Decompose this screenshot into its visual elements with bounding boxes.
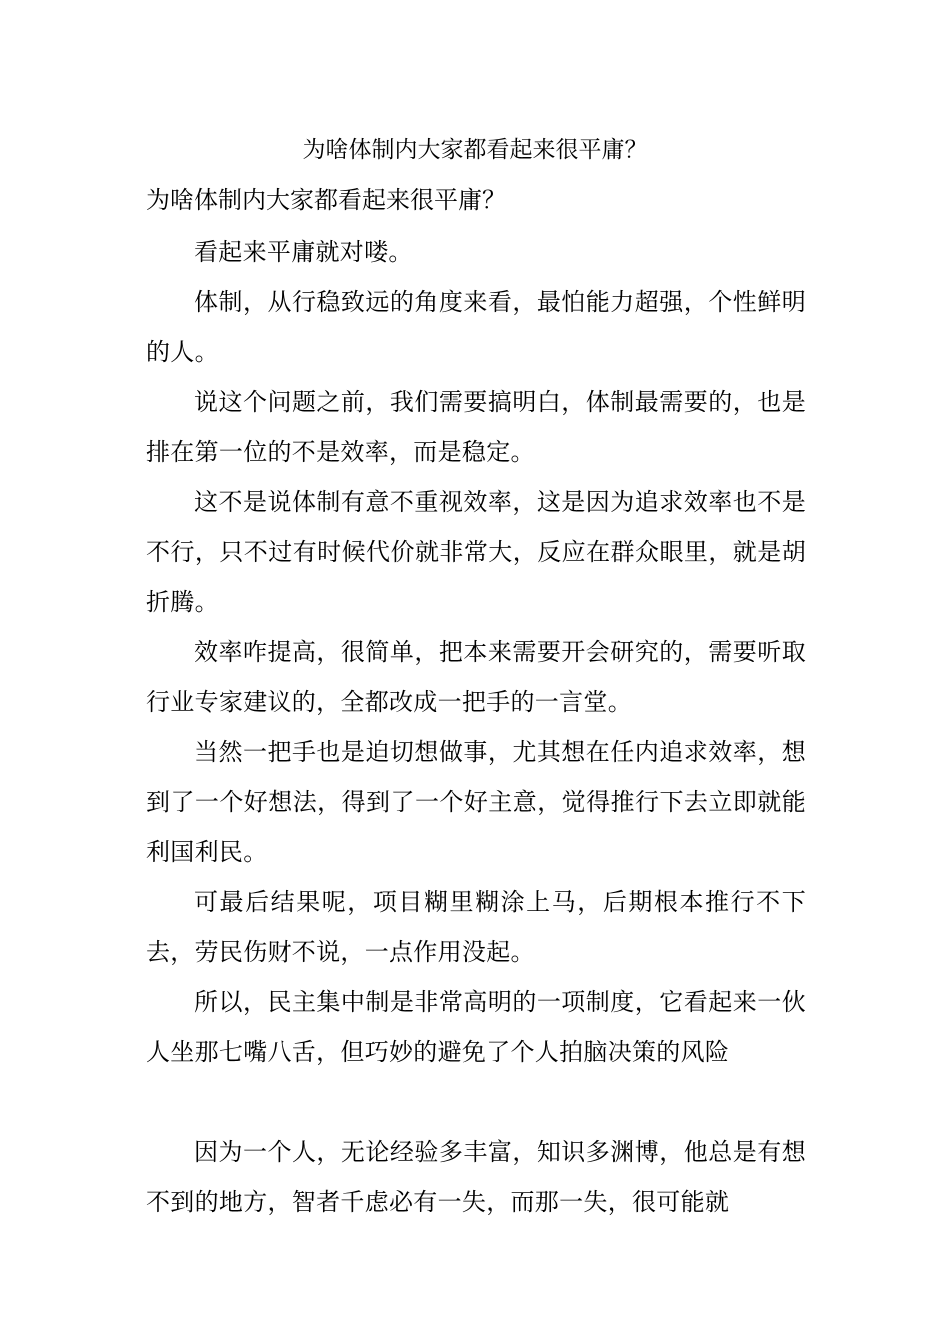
paragraph: 因为一个人，无论经验多丰富，知识多渊博，他总是有想不到的地方，智者千虑必有一失，而那一失，很可能就 [146,1138,806,1216]
document-title: 为啥体制内大家都看起来很平庸？ [302,137,648,163]
paragraph: 这不是说体制有意不重视效率，这是因为追求效率也不是不行，只不过有时候代价就非常大，反应在群众眼里，就是胡折腾。 [146,488,806,616]
paragraph: 效率咋提高，很简单，把本来需要开会研究的，需要听取行业专家建议的，全都改成一把手的一言堂。 [146,638,806,716]
paragraph: 体制，从行稳致远的角度来看，最怕能力超强，个性鲜明的人。 [146,288,806,366]
paragraph: 看起来平庸就对喽。 [194,238,413,266]
paragraph: 所以，民主集中制是非常高明的一项制度，它看起来一伙人坐那七嘴八舌，但巧妙的避免了个人拍脑决策的风险 [146,988,806,1066]
paragraph: 可最后结果呢，项目糊里糊涂上马，后期根本推行不下去，劳民伤财不说，一点作用没起。 [146,888,806,966]
paragraph: 当然一把手也是迫切想做事，尤其想在任内追求效率，想到了一个好想法，得到了一个好主意，觉得推行下去立即就能利国利民。 [146,738,806,866]
document-heading: 为啥体制内大家都看起来很平庸？ [146,186,506,214]
paragraph: 说这个问题之前，我们需要搞明白，体制最需要的，也是排在第一位的不是效率，而是稳定。 [146,388,806,466]
document-body [146,227,806,1227]
